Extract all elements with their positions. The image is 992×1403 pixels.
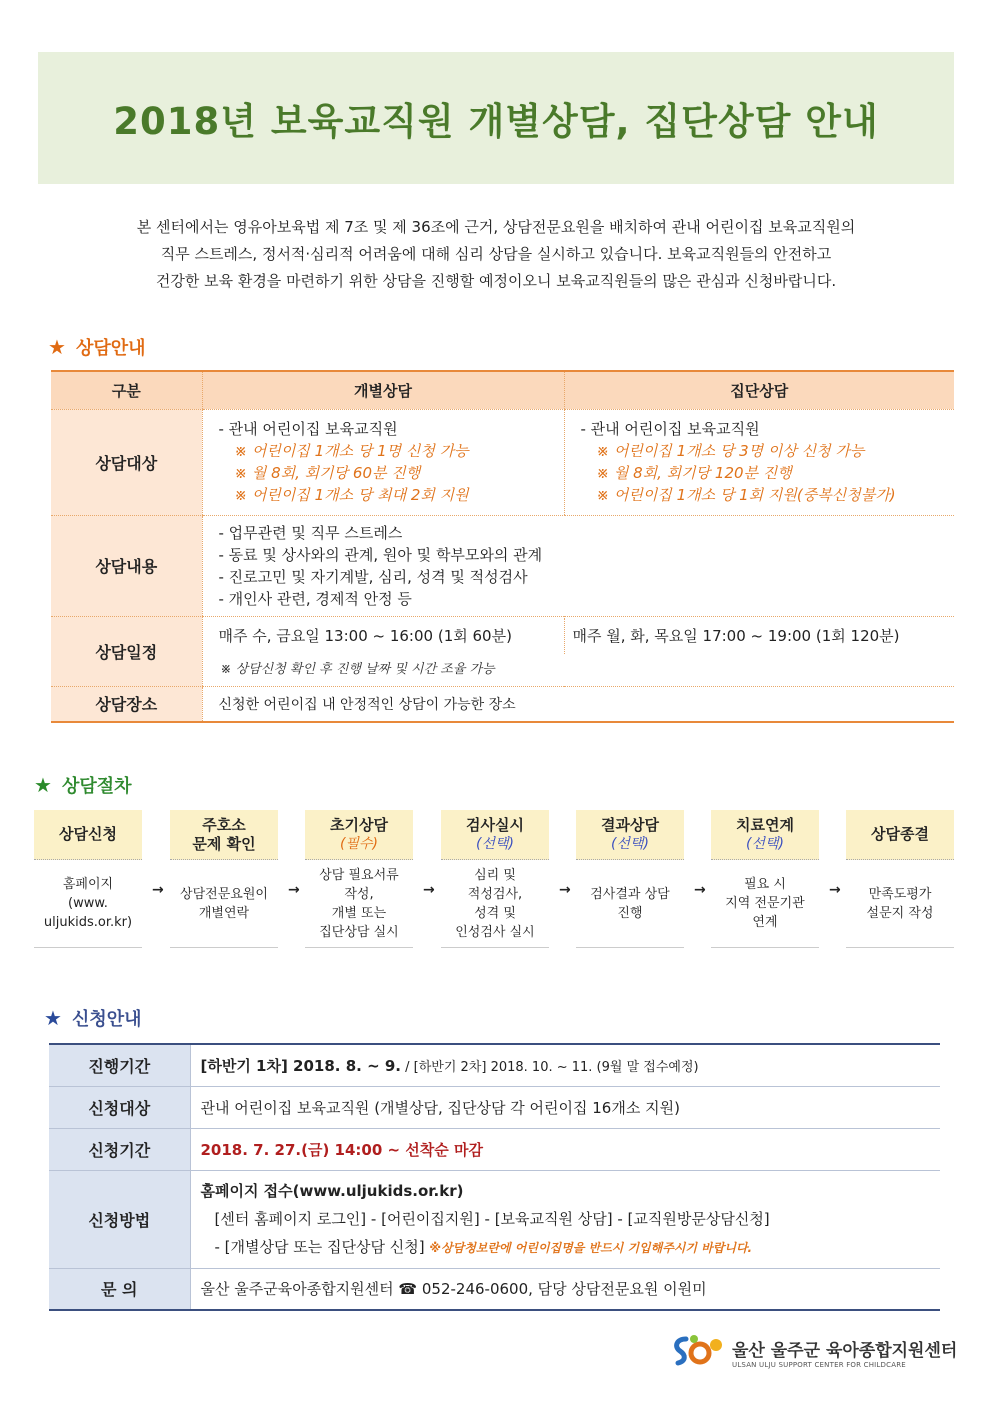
- arrow-icon: →: [288, 882, 300, 898]
- step-body-line: 인성검사 실시: [455, 924, 535, 940]
- contact-value: 울산 울주군육아종합지원센터 ☎ 052-246-0600, 담당 상담전문요원 이원미: [190, 1268, 940, 1310]
- section-title: 신청안내: [71, 1009, 142, 1030]
- content-item: - 개인사 관련, 경제적 안정 등: [218, 589, 412, 608]
- individual-target-note: ※ 어린이집 1개소 당 1명 신청 가능: [234, 442, 469, 460]
- header-group: 집단상담: [564, 371, 954, 409]
- step-body-line: 적성검사,: [467, 886, 523, 902]
- individual-target-cell: [202, 409, 564, 515]
- arrow-icon: →: [423, 882, 435, 898]
- header-category: 구분: [51, 371, 202, 409]
- content-cell: [202, 515, 954, 616]
- application-table: [49, 1043, 940, 1311]
- content-item: - 동료 및 상사와의 관계, 원아 및 학부모와의 관계: [218, 545, 543, 564]
- step-body-line: (www.: [68, 896, 108, 911]
- step-body-line: 개별연락: [198, 905, 250, 921]
- section-heading-guide: [48, 334, 146, 360]
- step-body-line: 성격 및: [474, 905, 516, 921]
- method-note: ※상담청보란에 어린이집명을 반드시 기입해주시기 바랍니다.: [429, 1240, 753, 1255]
- row-label-method: 신청방법: [49, 1170, 190, 1268]
- step-apply: [34, 810, 142, 948]
- logo-korean: 울산 울주군 육아종합지원센터: [732, 1340, 958, 1361]
- period-second-half: / [하반기 2차] 2018. 10. ~ 11. (9월 말 접수예정): [401, 1059, 699, 1075]
- step-body-line: uljukids.or.kr): [43, 915, 133, 930]
- method-line: 홈페이지 접수(www.uljukids.or.kr): [200, 1181, 464, 1200]
- section-title: 상담안내: [75, 338, 146, 359]
- page-title: 2018년 보육교직원 개별상담, 집단상담 안내: [113, 100, 879, 143]
- group-target-note: ※ 월 8회, 회기당 120분 진행: [596, 464, 792, 482]
- step-title: 주호소 문제 확인: [192, 815, 256, 853]
- step-body-line: 상담 필요서류: [319, 867, 399, 883]
- step-subtitle: (필수): [340, 835, 378, 852]
- logo-english: ULSAN ULJU SUPPORT CENTER FOR CHILDCARE: [732, 1360, 906, 1369]
- step-body-line: 설문지 작성: [866, 905, 934, 921]
- group-target-note: ※ 어린이집 1개소 당 3명 이상 신청 가능: [596, 442, 865, 460]
- individual-target-note: ※ 어린이집 1개소 당 최대 2회 지원: [234, 486, 469, 504]
- arrow-icon: →: [829, 882, 841, 898]
- step-body-line: 필요 시: [744, 877, 786, 892]
- individual-schedule: 매주 수, 금요일 13:00 ~ 16:00 (1회 60분): [203, 618, 565, 654]
- period-value: [190, 1044, 940, 1086]
- intro-paragraph: [60, 214, 932, 295]
- step-body-line: 심리 및: [474, 867, 516, 883]
- step-title: 검사실시: [466, 815, 524, 834]
- individual-target-note: ※ 월 8회, 회기당 60분 진행: [234, 464, 421, 482]
- step-title: 초기상담: [330, 815, 388, 834]
- content-item: - 진로고민 및 자기계발, 심리, 성격 및 적성검사: [218, 567, 528, 586]
- step-title: 상담종결: [871, 825, 929, 843]
- row-label-content: 상담내용: [51, 515, 202, 616]
- step-subtitle: (선택): [611, 835, 649, 852]
- step-body-line: 진행: [617, 905, 643, 921]
- step-body-line: 개별 또는: [331, 905, 387, 921]
- row-label-target: 상담대상: [51, 409, 202, 515]
- arrow-icon: →: [694, 882, 706, 898]
- step-result: [576, 810, 684, 948]
- step-body-line: 검사결과 상담: [590, 886, 670, 902]
- method-cell: [190, 1170, 940, 1268]
- step-body-line: 집단상담 실시: [319, 924, 399, 940]
- step-body-line: 상담전문요원이: [180, 886, 268, 902]
- schedule-note: ※ 상담신청 확인 후 진행 날짜 및 시간 조율 가능: [220, 661, 495, 677]
- logo-icon: [672, 1333, 724, 1371]
- apply-target-value: 관내 어린이집 보육교직원 (개별상담, 집단상담 각 어린이집 16개소 지원): [190, 1086, 940, 1128]
- step-title: 상담신청: [59, 825, 117, 843]
- apply-period-value: 2018. 7. 27.(금) 14:00 ~ 선착순 마감: [190, 1128, 940, 1170]
- row-label-period: 진행기간: [49, 1044, 190, 1086]
- step-title: 치료연계: [736, 815, 794, 834]
- group-target-main: - 관내 어린이집 보육교직원: [580, 420, 760, 438]
- period-first-half: [하반기 1차] 2018. 8. ~ 9.: [200, 1056, 402, 1075]
- group-target-note: ※ 어린이집 1개소 당 1회 지원(중복신청불가): [596, 486, 896, 504]
- row-label-place: 상담장소: [51, 686, 202, 722]
- step-initial: [305, 810, 413, 948]
- title-banner: [38, 52, 954, 184]
- intro-line: 건강한 보육 환경을 마련하기 위한 상담을 진행할 예정이오니 보육교직원들의 많은 관심과 신청바랍니다.: [155, 272, 837, 290]
- intro-line: 직무 스트레스, 정서적·심리적 어려움에 대해 심리 상담을 실시하고 있습니다. 보육교직원들의 안전하고: [160, 245, 832, 263]
- step-body-line: 홈페이지: [62, 877, 114, 892]
- arrow-icon: →: [559, 882, 571, 898]
- step-body-line: 연계: [752, 915, 778, 930]
- star-icon: ★: [44, 1006, 62, 1030]
- section-title: 상담절차: [61, 776, 132, 797]
- step-subtitle: (선택): [476, 835, 514, 852]
- method-line: - [개별상담 또는 집단상담 신청]: [214, 1237, 425, 1256]
- section-heading-application: [44, 1005, 142, 1031]
- step-title: 결과상담: [601, 815, 659, 834]
- step-body-line: 만족도평가: [868, 886, 932, 902]
- step-body-line: 지역 전문기관: [725, 896, 805, 911]
- row-label-apply-target: 신청대상: [49, 1086, 190, 1128]
- counseling-guide-table: [51, 370, 954, 723]
- procedure-flow: [34, 810, 954, 950]
- arrow-icon: →: [152, 882, 164, 898]
- step-close: [846, 810, 954, 948]
- step-referral: [711, 810, 819, 948]
- intro-line: 본 센터에서는 영유아보육법 제 7조 및 제 36조에 근거, 상담전문요원을 배치하여 관내 어린이집 보육교직원의: [136, 218, 856, 236]
- method-line: [센터 홈페이지 로그인] - [어린이집지원] - [보육교직원 상담] - [교직원방문상담신청]: [214, 1209, 770, 1228]
- row-label-contact: 문 의: [49, 1268, 190, 1310]
- header-individual: 개별상담: [202, 371, 564, 409]
- star-icon: ★: [34, 773, 52, 797]
- schedule-cell: [202, 616, 954, 686]
- row-label-apply-period: 신청기간: [49, 1128, 190, 1170]
- row-label-schedule: 상담일정: [51, 616, 202, 686]
- place-value: 신청한 어린이집 내 안정적인 상담이 가능한 장소: [202, 686, 954, 722]
- individual-target-main: - 관내 어린이집 보육교직원: [218, 420, 398, 438]
- step-test: [441, 810, 549, 948]
- step-issue-check: [170, 810, 278, 948]
- center-logo: [672, 1333, 957, 1371]
- group-target-cell: [564, 409, 954, 515]
- group-schedule: 매주 월, 화, 목요일 17:00 ~ 19:00 (1회 120분): [572, 627, 900, 645]
- section-heading-procedure: [34, 772, 132, 798]
- step-body-line: 작성,: [344, 886, 374, 902]
- content-item: - 업무관련 및 직무 스트레스: [218, 523, 403, 542]
- step-subtitle: (선택): [746, 835, 784, 852]
- star-icon: ★: [48, 335, 66, 359]
